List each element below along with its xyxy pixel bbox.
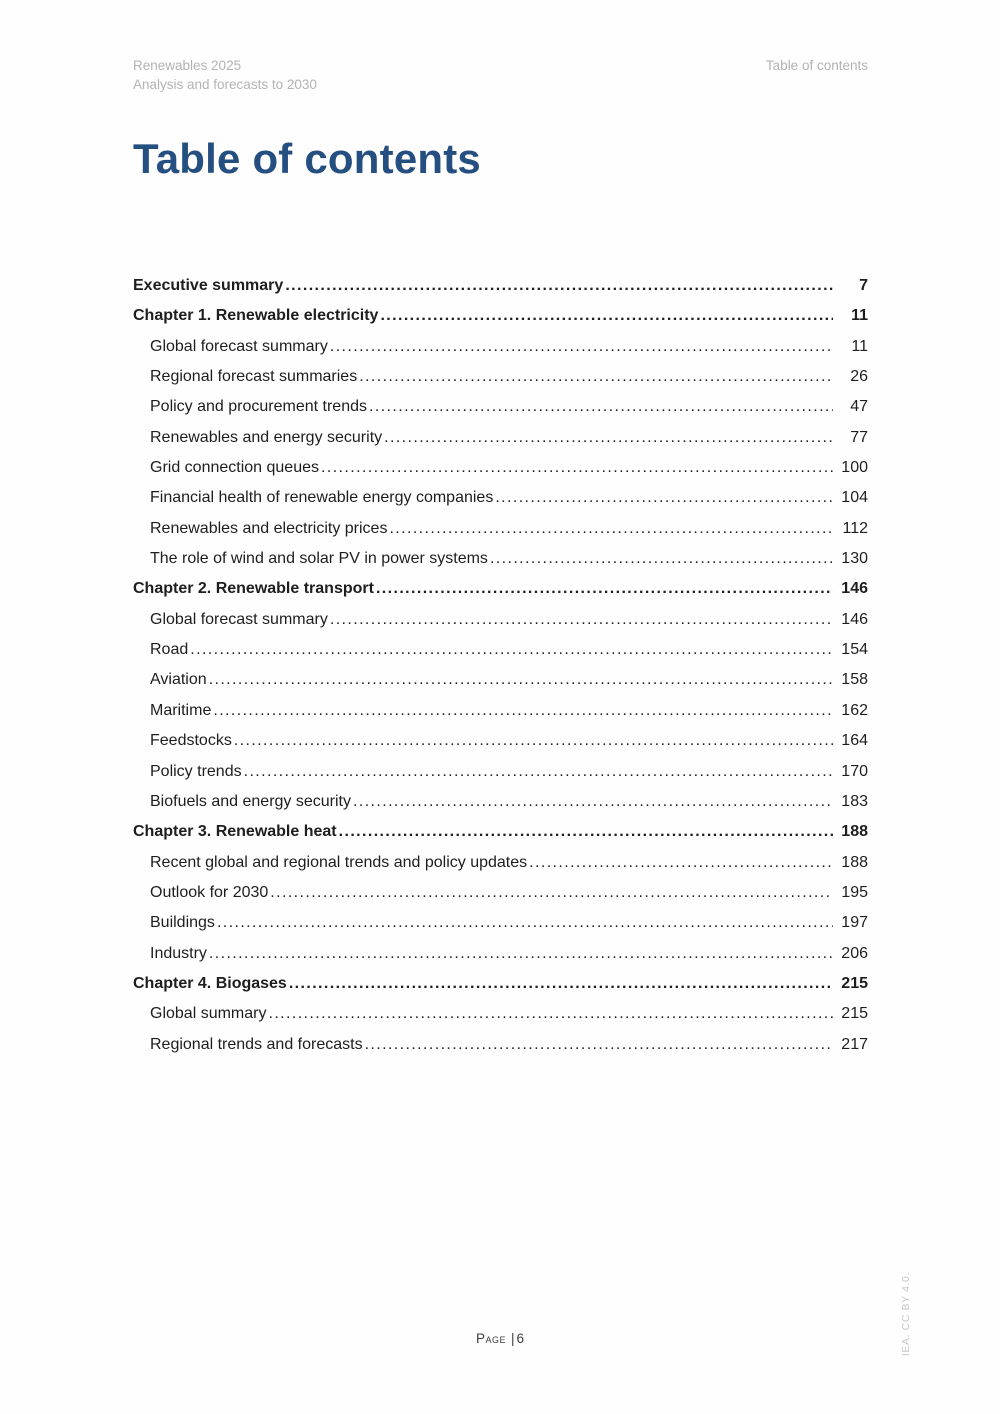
toc-entry[interactable] (133, 635, 868, 665)
header-doc-subtitle: Analysis and forecasts to 2030 (133, 77, 317, 92)
toc-page-number: 7 (859, 277, 868, 294)
toc-page-number: 188 (841, 823, 868, 841)
toc-entry[interactable] (133, 271, 868, 301)
toc-page-number: 206 (841, 944, 868, 962)
toc-page-number: 146 (841, 580, 868, 598)
header-left (133, 56, 317, 94)
toc-entry-label: Recent global and regional trends and policy updates (150, 853, 528, 871)
toc-dot-leader (268, 999, 833, 1029)
toc-entry[interactable] (133, 483, 868, 513)
toc-entry-label: Chapter 2. Renewable transport (133, 580, 374, 598)
toc-entry[interactable] (133, 969, 868, 999)
toc-entry-label: Renewables and energy security (150, 428, 383, 446)
toc-dot-leader (285, 271, 833, 301)
toc-dot-leader (217, 908, 833, 938)
page-title: Table of contents (133, 135, 481, 182)
toc-entry-label: Industry (150, 944, 207, 962)
toc-dot-leader (490, 544, 833, 574)
toc-entry[interactable] (133, 423, 868, 453)
header-doc-title: Renewables 2025 (133, 58, 242, 73)
license-note: IEA. CC BY 4.0. (900, 1271, 912, 1356)
toc-page-number: 217 (841, 1035, 868, 1053)
toc-entry-label: Global forecast summary (150, 610, 328, 628)
toc-entry[interactable] (133, 544, 868, 574)
toc-page-number: 11 (851, 307, 868, 325)
toc-entry-label: Regional trends and forecasts (150, 1035, 363, 1053)
toc-entry-label: Global forecast summary (150, 337, 328, 355)
toc-page-number: 146 (841, 610, 868, 628)
toc-entry-label: Executive summary (133, 277, 284, 294)
toc-page-number: 104 (841, 489, 868, 507)
toc-dot-leader (389, 514, 833, 544)
toc-page-number: 162 (841, 701, 868, 719)
toc-entry-label: Outlook for 2030 (150, 883, 269, 901)
toc-entry-label: Biofuels and energy security (150, 792, 351, 810)
toc-dot-leader (244, 757, 833, 787)
toc-page-number: 164 (841, 732, 868, 750)
toc-entry-label: Aviation (150, 671, 207, 689)
toc-entry-label: Buildings (150, 914, 215, 932)
toc-entry[interactable] (133, 939, 868, 969)
toc-entry-label: Renewables and electricity prices (150, 519, 388, 537)
toc-entry[interactable] (133, 817, 868, 847)
toc-dot-leader (330, 332, 833, 362)
toc-entry-label: Global summary (150, 1005, 267, 1023)
toc-dot-leader (289, 969, 833, 999)
toc-dot-leader (353, 787, 833, 817)
toc-dot-leader (339, 817, 833, 847)
toc-entry[interactable] (133, 362, 868, 392)
toc-entry[interactable] (133, 696, 868, 726)
toc-dot-leader (209, 939, 833, 969)
footer-page-label: Page (475, 1331, 506, 1346)
toc-entry-label: Regional forecast summaries (150, 368, 358, 386)
toc-entry-label: Policy trends (150, 762, 242, 780)
toc-entry[interactable] (133, 848, 868, 878)
toc-dot-leader (495, 483, 833, 513)
toc-entry[interactable] (133, 574, 868, 604)
toc-dot-leader (190, 635, 833, 665)
toc-entry-label: Road (150, 641, 189, 659)
toc-list (133, 271, 868, 1060)
toc-dot-leader (209, 665, 833, 695)
toc-page-number: 154 (841, 641, 868, 659)
toc-entry[interactable] (133, 392, 868, 422)
toc-page-number: 26 (850, 368, 868, 386)
toc-entry-label: The role of wind and solar PV in power systems (150, 550, 488, 568)
toc-page-number: 215 (841, 1005, 868, 1023)
toc-dot-leader (359, 362, 833, 392)
toc-page-number: 112 (842, 519, 868, 537)
toc-page-number: 77 (850, 428, 868, 446)
toc-entry[interactable] (133, 453, 868, 483)
toc-page-number: 170 (841, 762, 868, 780)
toc-page-number: 100 (841, 459, 868, 477)
toc-entry-label: Chapter 1. Renewable electricity (133, 307, 379, 325)
toc-page-number: 188 (841, 853, 868, 871)
toc-entry[interactable] (133, 908, 868, 938)
toc-entry[interactable] (133, 665, 868, 695)
toc-page-number: 47 (850, 398, 868, 416)
toc-entry-label: Policy and procurement trends (150, 398, 367, 416)
toc-dot-leader (529, 848, 833, 878)
toc-entry[interactable] (133, 332, 868, 362)
toc-page-number: 11 (851, 337, 868, 355)
toc-dot-leader (369, 392, 833, 422)
toc-dot-leader (384, 423, 833, 453)
footer-separator: | (510, 1331, 515, 1346)
toc-entry-label: Financial health of renewable energy companies (150, 489, 494, 507)
toc-page-number: 197 (841, 914, 868, 932)
toc-dot-leader (376, 574, 833, 604)
toc-entry-label: Grid connection queues (150, 459, 319, 477)
header-section-name: Table of contents (765, 58, 868, 73)
page-footer (0, 1331, 1000, 1346)
toc-entry[interactable] (133, 757, 868, 787)
toc-entry-label: Feedstocks (150, 732, 232, 750)
toc-entry[interactable] (133, 999, 868, 1029)
toc-dot-leader (213, 696, 833, 726)
toc-entry-label: Maritime (150, 701, 212, 719)
toc-entry[interactable] (133, 1030, 868, 1060)
toc-entry[interactable] (133, 514, 868, 544)
toc-dot-leader (330, 605, 833, 635)
toc-page-number: 183 (841, 792, 868, 810)
toc-page-number: 215 (841, 974, 868, 992)
toc-entry[interactable] (133, 787, 868, 817)
toc-page-number: 130 (841, 550, 868, 568)
toc-entry[interactable] (133, 605, 868, 635)
footer-page-number: 6 (516, 1331, 525, 1346)
toc-entry[interactable] (133, 301, 868, 331)
toc-dot-leader (380, 301, 833, 331)
toc-dot-leader (321, 453, 833, 483)
toc-dot-leader (365, 1030, 833, 1060)
running-header (133, 56, 868, 94)
toc-entry[interactable] (133, 726, 868, 756)
toc-entry[interactable] (133, 878, 868, 908)
toc-entry-label: Chapter 3. Renewable heat (133, 823, 337, 841)
toc-page-number: 158 (841, 671, 868, 689)
toc-dot-leader (234, 726, 833, 756)
toc-page-number: 195 (841, 883, 868, 901)
toc-dot-leader (270, 878, 833, 908)
toc-entry-label: Chapter 4. Biogases (133, 974, 287, 992)
